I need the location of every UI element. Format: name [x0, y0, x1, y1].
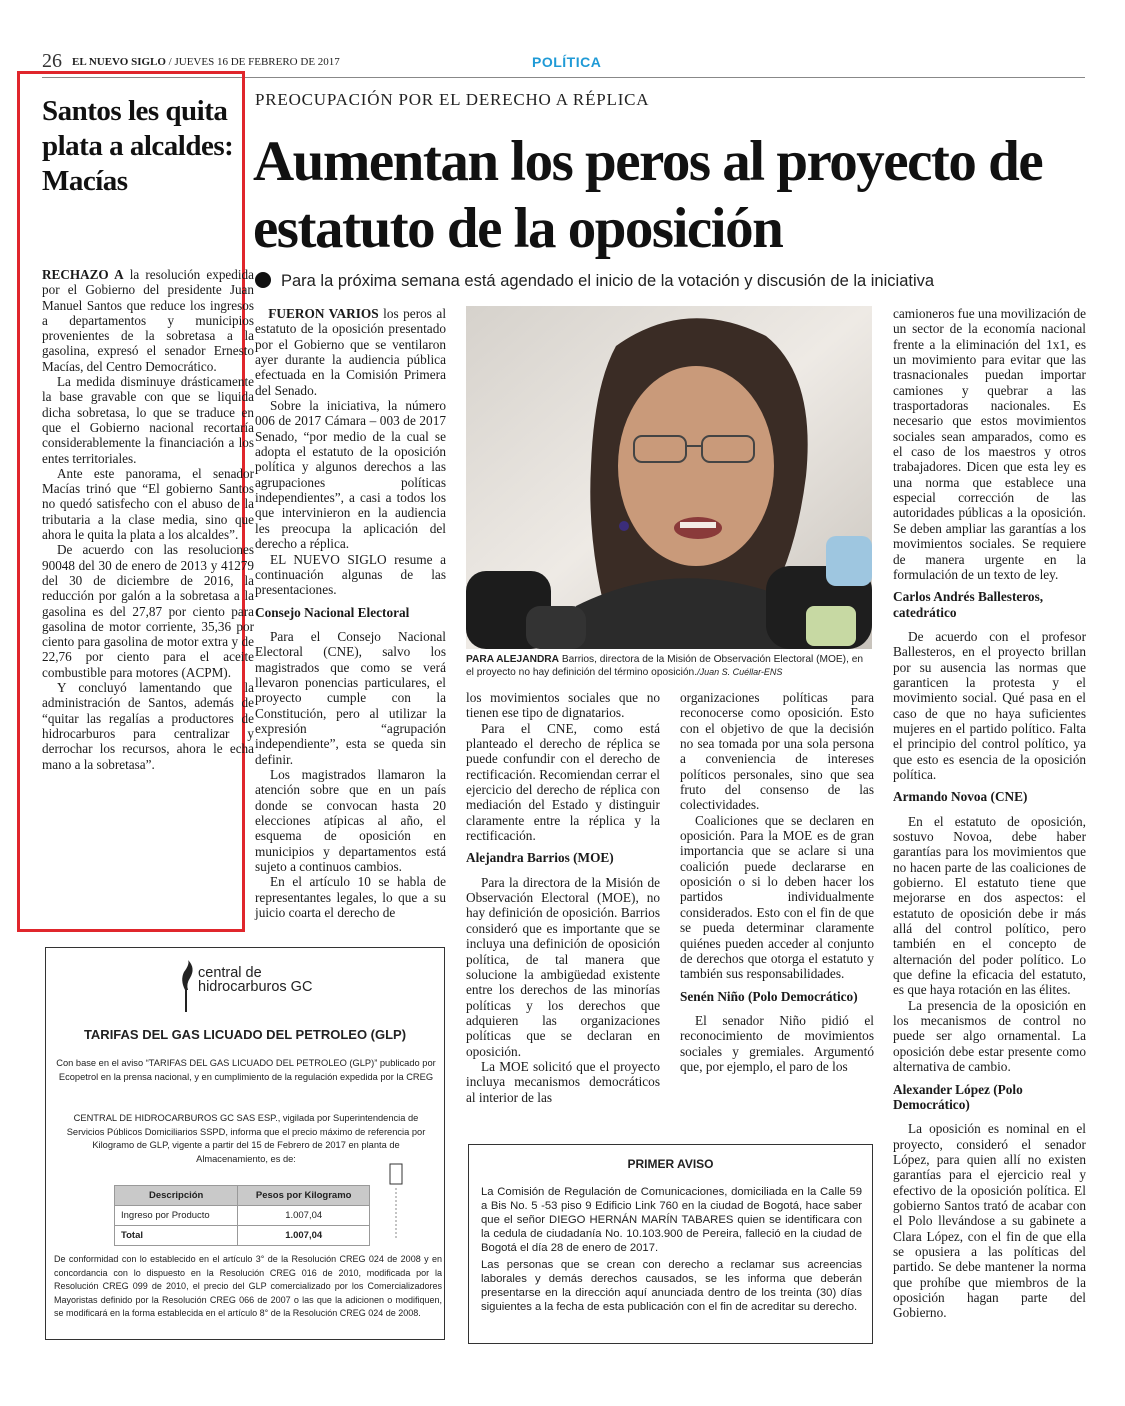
portrait-photo — [466, 306, 872, 649]
tariff-table — [114, 1185, 370, 1246]
article-paragraph: los movimientos sociales que no tienen ese tipo de dignatarios. — [466, 690, 660, 721]
subhead-cne: Consejo Nacional Electoral — [255, 604, 410, 620]
logo-line: central de — [198, 965, 262, 981]
article-column-1 — [255, 306, 446, 920]
sidebar-paragraph: Ante este panorama, el senador Macías trinó que “El gobierno Santos no quedó satisfecho con el abuso de la tributaria a la clase media, sino que ahora le quita la plata a los alcaldes”. — [42, 465, 254, 543]
publication-line — [72, 56, 340, 68]
article-paragraph: De acuerdo con el profesor Ballesteros, en el proyecto brillan por su ausencia las normas que garanticen la protesta y el movimiento social. Qué pasa en el caso de que no haya suficientes mujeres en el partido político. Falta el principio del control político, ya que esto es esencia de la oposición política. — [893, 628, 1086, 782]
table-cell: 1.007,04 — [238, 1206, 370, 1226]
ad-paragraph: Con base en el aviso “TARIFAS DEL GAS LICUADO DEL PETROLEO (GLP)” publicado por Ecopetrol en la prensa nacional, y en cumplimiento de la regulación expedida por la CREG — [56, 1058, 436, 1082]
bullet-icon — [255, 272, 271, 288]
article-subheadline — [255, 272, 1055, 291]
article-paragraph: Sobre la iniciativa, la número 006 de 2017 Cámara – 003 de 2017 Senado, “por medio de la cual se adopta el estatuto de la oposición política y algunos derechos a las agrupaciones políticas independientes”, a casi a todos los que intervinieron en la audiencia les preocupa la aplicación del derecho a réplica. — [255, 398, 446, 552]
article-paragraph: El senador Niño pidió el reconocimiento de movimientos sociales y gremiales. Argumentó que, por ejemplo, el paro de los — [680, 1012, 874, 1074]
article-paragraph — [255, 306, 446, 398]
sidebar-text: la resolución expedida por el Gobierno del presidente Juan Manuel Santos que reduce los ingresos a departamentos y municipios provenientes de la sobretasa a la gasolina, expresó el senador Ernesto Macías, del Centro Democrático. — [42, 267, 254, 374]
table-cell: Ingreso por Producto — [115, 1206, 238, 1226]
table-row — [115, 1226, 370, 1246]
article-kicker: PREOCUPACIÓN POR EL DERECHO A RÉPLICA — [255, 90, 650, 109]
notice-ad — [468, 1144, 873, 1344]
subhead-ballesteros: Carlos Andrés Ballesteros, catedrático — [893, 589, 1044, 620]
notice-title: PRIMER AVISO — [627, 1157, 714, 1171]
article-paragraph: La MOE solicitó que el proyecto incluya mecanismos democráticos al interior de las — [466, 1058, 660, 1105]
article-paragraph: camioneros fue una movilización de un sector de la economía nacional frente a la eliminación del 1x1, es un movimiento para evitar que las trasnacionales puedan importar camiones y quebrar a las trasportadoras nacionales. Es necesario que estos movimientos sociales sean amparados, como es el caso de los maestros y otros trabajadores. Dicen que esta ley es una norma que establece una especial corrección de las autoridades públicas a la oposición. Se deben ampliar las garantías a los movimientos sociales. Se requiere de manera urgente en la formulación de un texto de ley. — [893, 306, 1086, 582]
sidebar-title: Santos les quita plata a alcaldes: Macías — [42, 95, 234, 197]
page-number: 26 — [42, 50, 62, 72]
article-paragraph: Para el Consejo Nacional Electoral (CNE), salvo los magistrados que como se verá llevaron ponencias particulares, el proyecto cumple con la Constitución, pero al utilizar la expresión “agrupación independiente”, esta se queda sin definir. — [255, 628, 446, 767]
sidebar-paragraph: Y concluyó lamentando que la administración de Santos, además de “quitar las regalías a productores de hidrocarburos para centralizar y derrochar los recursos, ahora le echa mano a la sobretasa”. — [42, 680, 254, 772]
subhead-lopez: Alexander López (Polo Democrático) — [893, 1081, 1023, 1112]
table-header-row — [115, 1186, 370, 1206]
article-paragraph: organizaciones políticas para reconocerse como oposición. Esto con el objetivo de que la decisión no sea tomada por una sola persona a conveniencia de intereses políticos personales, sino que sea fruto del consenso de las colectividades. — [680, 690, 874, 813]
article-column-3 — [680, 690, 874, 1074]
article-paragraph: Coaliciones que se declaren en oposición. Para la MOE es de gran importancia que se aclare si una coalición puede declararse en oposición o si lo deben hacer los partidos individualmente considerados. Esto con el fin de que se pueda determinar claramente quiénes pueden acceder al conjunto de derechos que otorga el estatuto y también sus responsabilidades. — [680, 812, 874, 982]
article-paragraph: En el estatuto de oposición, sostuvo Novoa, debe haber garantías para los movimientos que no hacen parte de las coaliciones de gobierno. El estatuto tiene que mejorarse en dos aspectos: el estatuto de oposición debe ir más allá del control político, pero también en el concepto de alternación del poder político. Lo que define la eficacia del estatuto, es que haya rotación en las élites. — [893, 813, 1086, 998]
article-photo — [466, 306, 872, 649]
subhead-novoa: Armando Novoa (CNE) — [893, 789, 1028, 805]
table-header: Descripción — [115, 1186, 238, 1206]
article-paragraph: La presencia de la oposición en los mecanismos de control no puede ser algo ornamental. La oposición debe estar presente como alternativa de cambio. — [893, 997, 1086, 1075]
sidebar-box — [17, 71, 254, 932]
sidebar-paragraph: De acuerdo con las resoluciones 90048 del 30 de enero de 2013 y 41279 del 30 de diciembre de 2016, la reducción por galón a la sobretasa a la gasolina es del 27,87 por ciento para gasolina de motor corriente, 35,36 por ciento para gasolina de motor extra y de 22,76 por ciento para el aceite combustible para motores (ACPM). — [42, 542, 254, 680]
article-paragraph: En el artículo 10 se habla de representantes legales, lo que a su juicio coarta el derecho de — [255, 874, 446, 921]
article-text: los peros al estatuto de la oposición presentado por el Gobierno que se ventilaron ayer durante la audiencia pública efectuada en la Comisión Primera del Senado. — [255, 306, 447, 398]
logo-text — [198, 966, 312, 994]
subheadline-text: Para la próxima semana está agendado el inicio de la votación y discusión de la iniciativa — [281, 272, 935, 290]
publication-date: / JUEVES 16 DE FEBRERO DE 2017 — [165, 56, 340, 68]
article-paragraph: La oposición es nominal en el proyecto, consideró el senador López, para quien allí no existen garantías para el ejercicio real y efectivo de la oposición política. El gobierno Santos trató de acabar con el Polo llevándose a su gabinete a Clara López, con el fin de que ella se opusiera a las políticas del partido. Se debe mantener la norma que prohíbe que miembros de la oposición hagan parte del Gobierno. — [893, 1121, 1086, 1321]
sidebar-lead: RECHAZO A — [42, 267, 124, 282]
logo-line: hidrocarburos GC — [198, 979, 313, 995]
subhead-moe: Alejandra Barrios (MOE) — [466, 850, 614, 866]
article-headline: Aumentan los peros al proyecto de estatuto de la oposición — [253, 130, 1043, 260]
section-label: POLÍTICA — [532, 54, 602, 70]
photo-credit: /Juan S. Cuéllar-ENS — [697, 667, 783, 677]
article-paragraph: Para el CNE, como está planteado el derecho de réplica se puede confundir con el derecho de rectificación. Recomiendan cerrar el ejercicio del derecho de réplica con mediación del Estado y distinguir claramente entre la réplica y la rectificación. — [466, 720, 660, 844]
article-lead: FUERON VARIOS — [268, 306, 379, 321]
ad-footer: De conformidad con lo establecido en el artículo 3° de la Resolución CREG 024 de 2008 y en concordancia con lo dispuesto en la Resolución CREG 016 de 2010, modificada por la Resolución CREG 099 de 2010, el precio del GLP comercializado por los Comercializadores Mayoristas definido por la Resolución CREG 066 de 2007 o las que la adicionen o modifiquen, se modificará en la forma establecida en el artículo 8° de la Resolución CREG 024 de 2008. — [54, 1254, 442, 1318]
table-header: Pesos por Kilogramo — [238, 1186, 370, 1206]
article-column-2 — [466, 690, 660, 1105]
article-paragraph: EL NUEVO SIGLO resume a continuación algunas de las presentaciones. — [255, 551, 446, 598]
notice-paragraph: La Comisión de Regulación de Comunicaciones, domiciliada en la Calle 59 a Bis No. 5 -53 piso 9 Edificio Link 760 en la ciudad de Bogotá, hace saber que el señor DIEGO HERNÁN MARÍN TABARES quien se identificara con la cedula de ciudadanía No. 10.103.900 de Pereira, falleció en la ciudad de Bogotá el día 28 de enero de 2017. — [481, 1186, 862, 1254]
notice-body — [481, 1185, 862, 1317]
photo-caption — [466, 653, 872, 679]
article-paragraph: Para la directora de la Misión de Observación Electoral (MOE), no hay definición de oposición. Barrios consideró que es importante que se incluya una definición de oposición política, de tal manera que solucione la ambigüedad existente entre los derechos de las minorías políticas y los derechos que adquieren las organizaciones políticas que se declaran en oposición. — [466, 874, 660, 1059]
caption-text: Barrios, directora de la Misión de Observación Electoral (MOE), en el proyecto no hay definición del término oposición. — [466, 654, 864, 678]
sidebar-paragraph — [42, 267, 254, 374]
ad-paragraph: CENTRAL DE HIDROCARBUROS GC SAS ESP., vigilada por Superintendencia de Servicios Públicos Domiciliarios SSPD, informa que el precio máximo de referencia por Kilogramo de GLP, vigente a partir del 15 de Febrero de 2017 en planta de Almacenamiento, es de: — [66, 1113, 426, 1164]
paper-name: EL NUEVO SIGLO — [72, 56, 166, 68]
notice-paragraph: Las personas que se crean con derecho a reclamar sus acreencias laborales y demás derechos causados, se les informa que deberán presentarse en la dirección aquí anunciada dentro de los treinta (30) días siguientes a la fecha de esta publicación con el fin de acreditar su derecho. — [481, 1259, 862, 1313]
subhead-nino: Senén Niño (Polo Democrático) — [680, 988, 858, 1004]
table-row — [115, 1206, 370, 1226]
caption-lead: PARA ALEJANDRA — [466, 654, 560, 665]
sspd-seal-icon — [386, 1162, 406, 1242]
table-cell: 1.007,04 — [238, 1226, 370, 1246]
table-cell: Total — [115, 1226, 238, 1246]
article-column-4 — [893, 306, 1086, 1321]
ad-title: TARIFAS DEL GAS LICUADO DEL PETROLEO (GLP) — [83, 1027, 407, 1042]
sidebar-body — [42, 267, 254, 772]
sidebar-paragraph: La medida disminuye drásticamente la base gravable con que se liquida dicha sobretasa, lo que se traduce en que el Gobierno nacional recortaría considerablemente la financiación a los entes territoriales. — [42, 374, 254, 466]
article-paragraph: Los magistrados llamaron la atención sobre que en un país donde se convocan hasta 20 elecciones atípicas al año, el esquema de oposición en municipios y departamentos está sujeto a continuos cambios. — [255, 766, 446, 875]
gas-tariff-ad — [45, 947, 445, 1340]
